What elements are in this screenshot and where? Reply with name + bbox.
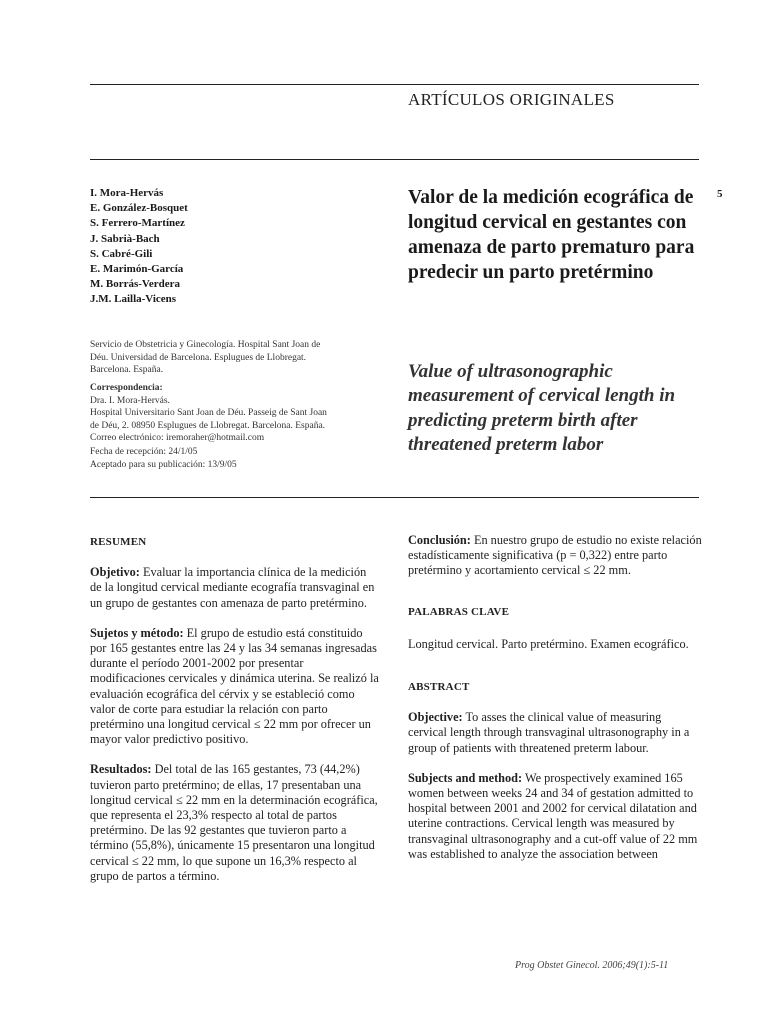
- affiliation-line: Servicio de Obstetricia y Ginecología. Hospital Sant Joan de: [90, 340, 321, 350]
- abstract-heading: ABSTRACT: [408, 681, 470, 694]
- objective-paragraph: [408, 710, 703, 756]
- objetivo-label: Objetivo:: [90, 565, 140, 580]
- received-date: Fecha de recepción: 24/1/05: [90, 447, 198, 457]
- correspondence-line: Hospital Universitario Sant Joan de Déu. Passeig de Sant Joan: [90, 408, 327, 418]
- author-name: S. Ferrero-Martínez: [90, 217, 185, 230]
- subjects-paragraph: [408, 771, 703, 862]
- article-dates: [90, 446, 380, 471]
- objective-label: Objective:: [408, 710, 463, 725]
- affiliation-line: Déu. Universidad de Barcelona. Esplugues de Llobregat.: [90, 352, 307, 363]
- author-name: J.M. Lailla-Vicens: [90, 293, 177, 306]
- title-spanish: Valor de la medición ecográfica de longitud cervical en gestantes con amenaza de parto prematuro para predecir un parto pretérmino: [408, 187, 695, 283]
- conclusion-text: En nuestro grupo de estudio no existe relación estadísticamente significativa (p = 0,322) entre parto pretérmino y acortamiento cervical ≤ 22 mm.: [408, 533, 702, 578]
- author-name: E. Marimón-García: [90, 263, 184, 276]
- header-bottom-rule: [90, 159, 699, 160]
- right-column: [408, 533, 703, 877]
- affiliation-line: Barcelona. España.: [90, 365, 164, 375]
- affiliation: [90, 339, 380, 377]
- subjects-text: We prospectively examined 165 women between weeks 24 and 34 of gestation admitted to hospital between 2001 and 2002 for cervical dilatation and uterine contractions. Cervical length was measured by transvaginal ultrasonography and a cut-off value of 22 mm was established to analyze the association between: [408, 770, 698, 861]
- resumen-heading: RESUMEN: [90, 536, 147, 548]
- titles-bottom-rule: [90, 497, 699, 498]
- resultados-label: Resultados:: [90, 762, 152, 777]
- top-rule: [90, 84, 699, 85]
- title-english: Value of ultrasonographic measurement of cervical length in predicting preterm birth after threatened preterm labor: [408, 361, 676, 456]
- objetivo-paragraph: [90, 565, 380, 611]
- correspondence-heading: Correspondencia:: [90, 383, 163, 393]
- subjects-label: Subjects and method:: [408, 770, 523, 785]
- author-name: S. Cabré-Gili: [90, 247, 153, 260]
- objetivo-text: Evaluar la importancia clínica de la medición de la longitud cervical mediante ecografía transvaginal en un grupo de gestantes con amenaza de parto pretérmino.: [90, 565, 375, 610]
- conclusion-label: Conclusión:: [408, 533, 471, 547]
- objective-text: To asses the clinical value of measuring cervical length through transvaginal ultrasonography in a group of patients with threatened preterm labour.: [408, 710, 690, 755]
- sujetos-text: El grupo de estudio está constituido por 165 gestantes entre las 24 y las 34 semanas ingresadas durante el período 2001-2002 por presentar modificaciones cervicales y dinámica uterina. Se realizó la evaluación ecográfica del cérvix y se estableció como valor de corte para estudiar la relación con parto pretérmino una longitud cervical ≤ 22 mm por ofrecer un mayor valor predictivo positivo.: [90, 625, 379, 747]
- section-label: ARTÍCULOS ORIGINALES: [408, 90, 615, 109]
- author-list: [90, 186, 188, 308]
- palabras-clave-heading: PALABRAS CLAVE: [408, 605, 510, 618]
- sujetos-paragraph: [90, 626, 380, 748]
- resultados-text: Del total de las 165 gestantes, 73 (44,2%) tuvieron parto pretérmino; de ellas, 17 presentaban una longitud cervical ≤ 22 mm en la determinación ecográfica, que representa el 23,3% respecto al total de partos pretérmino. De las 92 gestantes que tuvieron parto a término (55,8%), únicamente 15 presentaron una longitud cervical ≤ 22 mm, lo que supone un 16,3% respecto al grupo de partos a término.: [90, 762, 378, 883]
- resumen-column: [90, 535, 380, 899]
- page-number: 5: [717, 188, 723, 200]
- author-name: E. González-Bosquet: [90, 202, 188, 215]
- correspondence-line: Dra. I. Mora-Hervás.: [90, 395, 170, 406]
- correspondence: [90, 382, 380, 445]
- correspondence-email[interactable]: Correo electrónico: iremoraher@hotmail.com: [90, 433, 265, 443]
- correspondence-line: de Déu, 2. 08950 Esplugues de Llobregat. Barcelona. España.: [90, 420, 326, 431]
- conclusion-paragraph: [408, 533, 703, 579]
- resultados-paragraph: [90, 762, 380, 884]
- palabras-clave-text: Longitud cervical. Parto pretérmino. Examen ecográfico.: [408, 636, 689, 651]
- journal-citation: Prog Obstet Ginecol. 2006;49(1):5-11: [515, 960, 669, 971]
- author-name: J. Sabrià-Bach: [90, 232, 160, 245]
- sujetos-label: Sujetos y método:: [90, 625, 184, 640]
- author-name: M. Borrás-Verdera: [90, 278, 181, 291]
- author-name: I. Mora-Hervás: [90, 187, 164, 199]
- accepted-date: Aceptado para su publicación: 13/9/05: [90, 459, 237, 470]
